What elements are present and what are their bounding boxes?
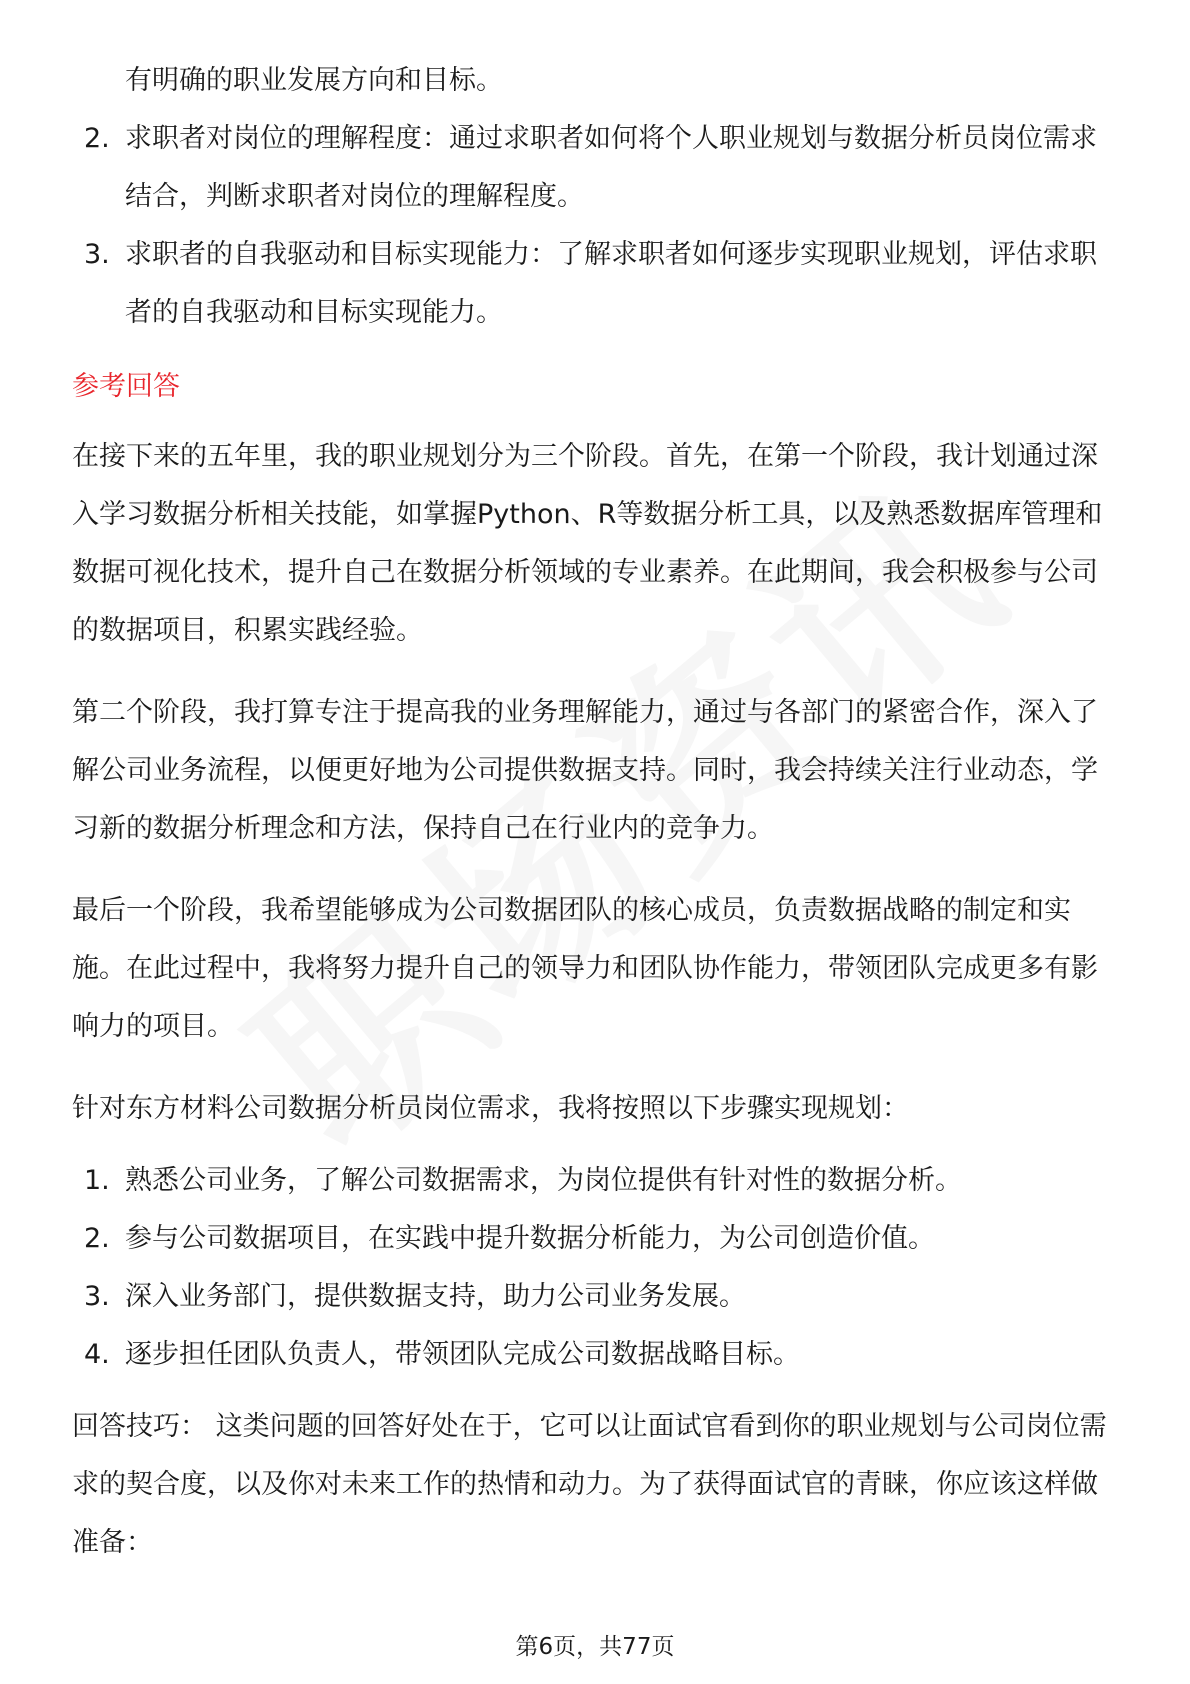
criteria-list (72, 110, 1122, 342)
list-number: 3. (84, 239, 110, 270)
list-item-text: 求职者的自我驱动和目标实现能力：了解求职者如何逐步实现职业规划，评估求职者的自我驱动和目标实现能力。 (125, 239, 1097, 328)
list-item (72, 110, 1122, 226)
list-item (72, 1268, 1122, 1326)
list-item (72, 226, 1122, 342)
list-item-text: 求职者对岗位的理解程度：通过求职者如何将个人职业规划与数据分析员岗位需求结合，判断求职者对岗位的理解程度。 (125, 123, 1097, 212)
list-item-text: 逐步担任团队负责人，带领团队完成公司数据战略目标。 (125, 1339, 800, 1370)
list-item-text: 熟悉公司业务，了解公司数据需求，为岗位提供有针对性的数据分析。 (125, 1165, 962, 1196)
list-item (72, 1210, 1122, 1268)
list-number: 4. (84, 1339, 110, 1370)
list-item-text: 参与公司数据项目，在实践中提升数据分析能力，为公司创造价值。 (125, 1223, 935, 1254)
paragraph-stage-three: 最后一个阶段，我希望能够成为公司数据团队的核心成员，负责数据战略的制定和实施。在此过程中，我将努力提升自己的领导力和团队协作能力，带领团队完成更多有影响力的项目。 (72, 895, 1098, 1042)
list-item-continuation: 有明确的职业发展方向和目标。 (125, 65, 503, 96)
paragraph-stage-two: 第二个阶段，我打算专注于提高我的业务理解能力，通过与各部门的紧密合作，深入了解公司业务流程，以便更好地为公司提供数据支持。同时，我会持续关注行业动态，学习新的数据分析理念和方法，保持自己在行业内的竞争力。 (72, 697, 1098, 844)
page-footer: 第6页，共77页 (515, 1634, 675, 1660)
steps-list (72, 1152, 1122, 1384)
section-heading: 参考回答 (72, 371, 180, 402)
list-number: 2. (84, 1223, 110, 1254)
list-number: 1. (84, 1165, 110, 1196)
document-body (72, 52, 1122, 1572)
paragraph-steps-intro: 针对东方材料公司数据分析员岗位需求，我将按照以下步骤实现规划： (72, 1093, 909, 1124)
list-number: 2. (84, 123, 110, 154)
list-item (72, 1152, 1122, 1210)
paragraph-stage-one: 在接下来的五年里，我的职业规划分为三个阶段。首先，在第一个阶段，我计划通过深入学习数据分析相关技能，如掌握Python、R等数据分析工具，以及熟悉数据库管理和数据可视化技术，提升自己在数据分析领域的专业素养。在此期间，我会积极参与公司的数据项目，积累实践经验。 (72, 441, 1103, 646)
list-number: 3. (84, 1281, 110, 1312)
list-item-text: 深入业务部门，提供数据支持，助力公司业务发展。 (125, 1281, 746, 1312)
paragraph-answer-tips: 回答技巧： 这类问题的回答好处在于，它可以让面试官看到你的职业规划与公司岗位需求的契合度，以及你对未来工作的热情和动力。为了获得面试官的青睐，你应该这样做准备： (72, 1411, 1107, 1558)
list-item (72, 1326, 1122, 1384)
